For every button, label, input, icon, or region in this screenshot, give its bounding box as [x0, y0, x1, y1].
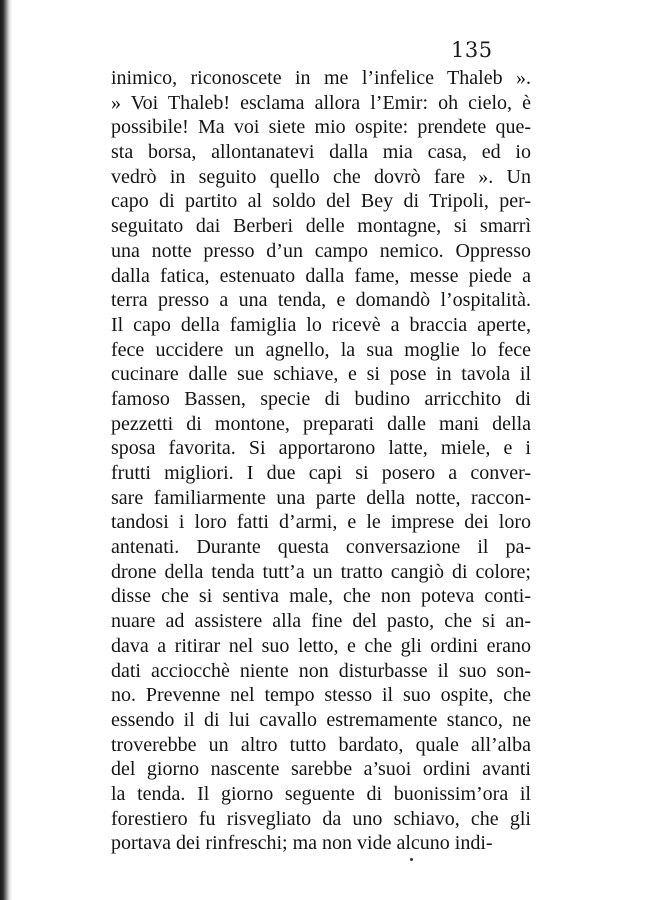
text-line: dati acciocchè niente non disturbasse il suo son-: [111, 659, 531, 682]
text-line: troverebbe un altro tutto bardato, quale all’alba: [111, 733, 531, 756]
text-line: possibile! Ma voi siete mio ospite: prendete que-: [111, 116, 531, 139]
text-line: nuare ad assistere alla fine del pasto, che si an-: [111, 610, 531, 633]
text-line: forestiero fu risvegliato da uno schiavo, che gli: [111, 807, 531, 830]
text-line: fece uccidere un agnello, la sua moglie lo fece: [111, 338, 531, 361]
text-line: seguitato dai Berberi delle montagne, si smarrì: [111, 215, 531, 238]
text-line: vedrò in seguito quello che dovrò fare ». Un: [111, 165, 531, 188]
ink-speck: [410, 858, 413, 861]
text-line: dava a ritirar nel suo letto, e che gli ordini erano: [111, 634, 531, 657]
text-line: dalla fatica, estenuato dalla fame, messe piede a: [111, 264, 531, 287]
text-line: portava dei rinfreschi; ma non vide alcuno indi-: [111, 832, 493, 855]
body-text: [111, 66, 531, 856]
text-line: disse che si sentiva male, che non poteva conti-: [111, 585, 531, 608]
text-line: no. Prevenne nel tempo stesso il suo ospite, che: [111, 684, 531, 707]
text-line: pezzetti di montone, preparati dalle mani della: [111, 412, 531, 435]
text-line: capo di partito al soldo del Bey di Tripoli, per-: [111, 190, 531, 213]
text-line: una notte presso d’un campo nemico. Oppresso: [111, 239, 531, 262]
text-line: del giorno nascente sarebbe a’suoi ordini avanti: [111, 758, 531, 781]
text-line: sposa favorita. Si apportarono latte, miele, e i: [111, 437, 531, 460]
text-line: sta borsa, allontanatevi dalla mia casa, ed io: [111, 141, 531, 164]
text-line: tandosi i loro fatti d’armi, e le imprese dei loro: [111, 511, 531, 534]
text-line: la tenda. Il giorno seguente di buonissim’ora il: [111, 782, 531, 805]
text-line: frutti migliori. I due capi si posero a conver-: [111, 462, 531, 484]
text-line: inimico, riconoscete in me l’infelice Thaleb ».: [111, 67, 531, 89]
text-line: Il capo della famiglia lo ricevè a braccia aperte,: [111, 313, 531, 336]
page-number: 135: [451, 38, 493, 62]
text-line: » Voi Thaleb! esclama allora l’Emir: oh cielo, è: [111, 91, 531, 114]
page-binding-edge: [0, 0, 12, 900]
text-line: drone della tenda tutt’a un tratto cangiò di colore;: [111, 560, 531, 583]
text-line: essendo il di lui cavallo estremamente stanco, ne: [111, 708, 531, 731]
text-line: terra presso a una tenda, e domandò l’ospitalità.: [111, 289, 531, 312]
text-line: famoso Bassen, specie di budino arricchito di: [111, 387, 531, 410]
text-line: antenati. Durante questa conversazione il pa-: [111, 536, 531, 559]
text-line: sare familiarmente una parte della notte, raccon-: [111, 486, 531, 509]
text-line: cucinare dalle sue schiave, e si pose in tavola il: [111, 363, 531, 386]
